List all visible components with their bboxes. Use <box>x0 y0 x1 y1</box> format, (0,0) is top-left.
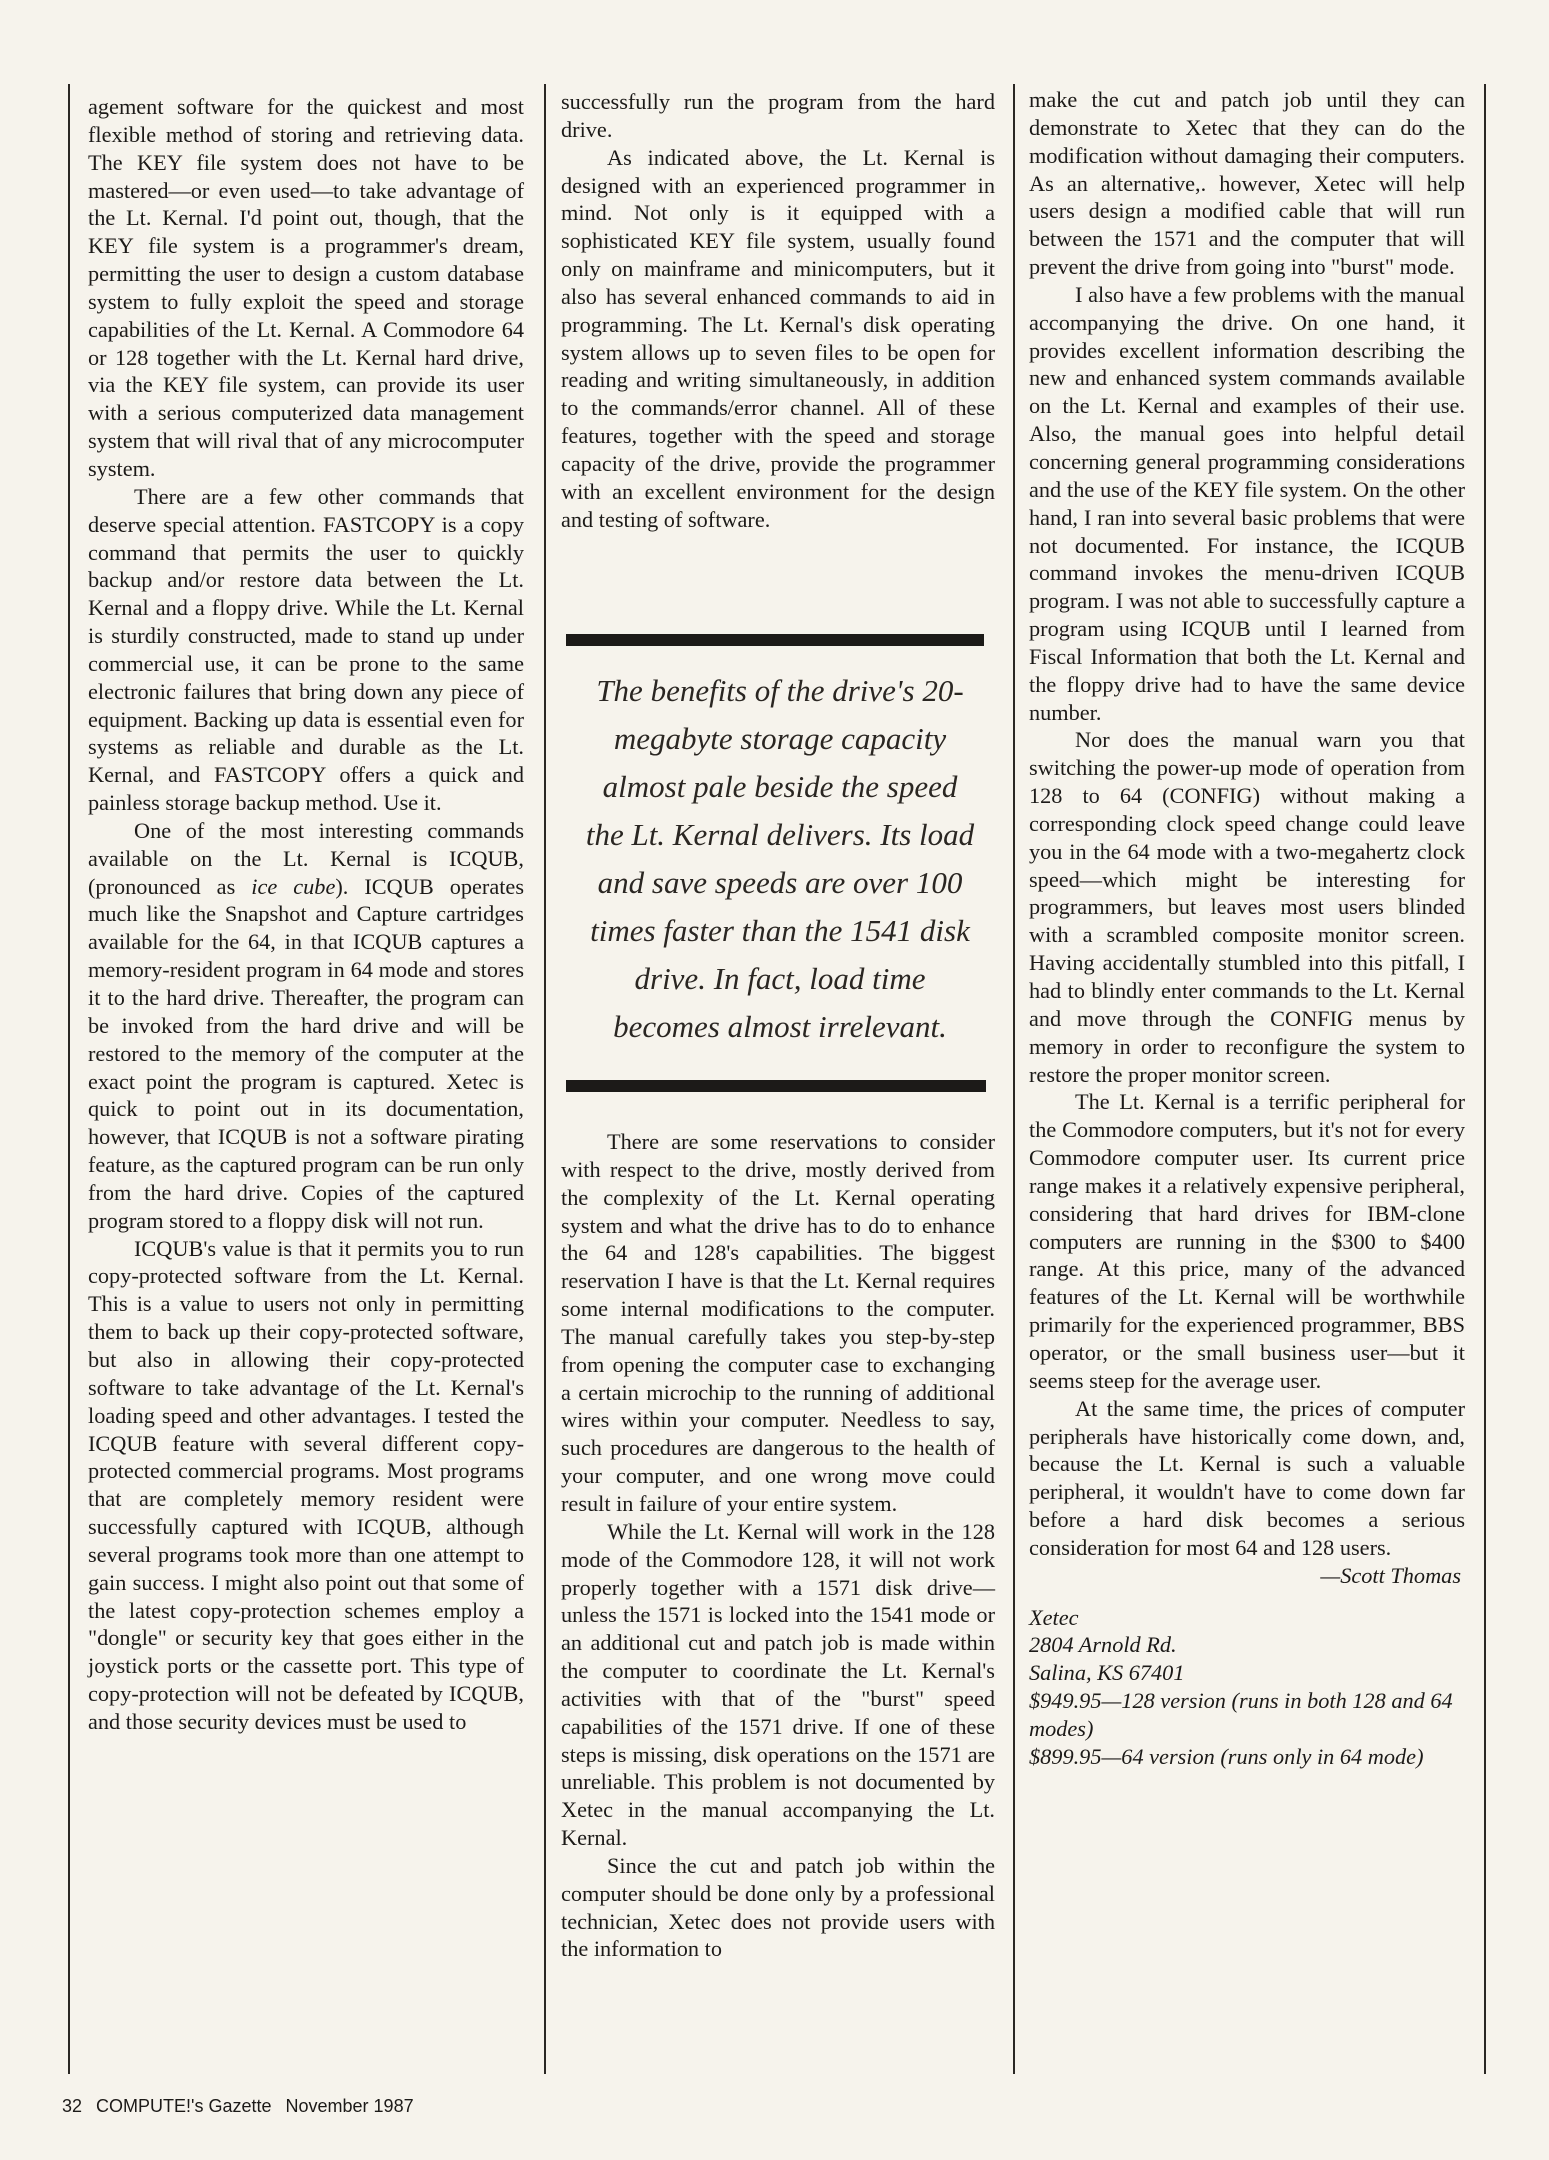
paragraph: ICQUB's value is that it permits you to run copy-protected software from the Lt. Kernal. This is a value to users not only in permitting them to back up their copy-protected software, but also in allowing their copy-protected software to take advantage of the Lt. Kernal's loading speed and other advantages. I tested the ICQUB feature with several different copy-protected commercial programs. Most programs that are completely memory resident were successfully captured with ICQUB, although several programs took more than one attempt to gain success. I might also point out that some of the latest copy-protection schemes employ a "dongle" or security key that goes either in the joystick ports or the cassette port. This type of copy-protection will not be defeated by ICQUB, and those security devices must be used to <box>88 1235 524 1734</box>
paragraph: agement software for the quickest and most flexible method of storing and retrieving data. The KEY file system does not have to be mastered—or even used—to take advantage of the Lt. Kernal. I'd point out, though, that the KEY file system is a programmer's dream, permitting the user to design a custom database system to fully exploit the speed and storage capabilities of the Lt. Kernal. A Commodore 64 or 128 together with the Lt. Kernal hard drive, via the KEY file system, can provide its user with a serious computerized data management system that will rival that of any microcomputer system. <box>88 94 524 481</box>
column-rule-left <box>68 84 70 2074</box>
paragraph: Since the cut and patch job within the computer should be done only by a professional technician, Xetec does not provide users with the information to <box>561 1852 995 1962</box>
street-address: 2804 Arnold Rd. <box>1029 1632 1177 1658</box>
paragraph <box>88 817 524 1235</box>
pullquote-line: drive. In fact, load time <box>634 961 926 996</box>
article-column-2-continued <box>561 1128 995 1963</box>
city-state-zip: Salina, KS 67401 <box>1029 1660 1185 1686</box>
article-column-1 <box>88 93 524 1736</box>
paragraph: The Lt. Kernal is a terrific peripheral for the Commodore computers, but it's not for every Commodore computer user. Its current price range makes it a relatively expensive peripheral, considering that hard drives for IBM-clone computers are running in the $300 to $400 range. At this price, many of the advanced features of the Lt. Kernal will be worthwhile primarily for the experienced programmer, BBS operator, or the small business user—but it seems steep for the average user. <box>1029 1089 1465 1393</box>
paragraph: Nor does the manual warn you that switching the power-up mode of operation from 128 to 64 (CONFIG) without making a corresponding clock speed change could leave you in the 64 mode with a two-megahertz clock speed—which might be interesting for programmers, but leaves most users blinded with a scrambled composite monitor screen. Having accidentally stumbled into this pitfall, I had to blindly enter commands to the Lt. Kernal and move through the CONFIG menus by memory in order to reconfigure the system to restore the proper monitor screen. <box>1029 727 1465 1087</box>
price-128-version: $949.95—128 version (runs in both 128 and 64 modes) <box>1029 1688 1453 1741</box>
article-column-3 <box>1029 86 1465 1771</box>
pullquote-line: times faster than the 1541 disk <box>590 913 970 948</box>
pullquote-line: and save speeds are over 100 <box>597 865 963 900</box>
text-run: ). ICQUB operates much like the Snapshot and Capture cartridges available for the 64, in that ICQUB captures a memory-resident program in 64 mode and stores it to the hard drive. Thereafter, the program can be invoked from the hard drive and will be restored to the memory of the computer at the exact point the program is captured. Xetec is quick to point out in its documentation, however, that ICQUB is not a software pirating feature, as the captured program can be run only from the hard drive. Copies of the captured program stored to a floppy disk will not run. <box>88 873 524 1233</box>
author-signature: —Scott Thomas <box>1320 1562 1461 1588</box>
paragraph: make the cut and patch job until they can demonstrate to Xetec that they can do the modification without damaging their computers. As an alternative,. however, Xetec will help users design a modified cable that will run between the 1571 and the computer that will prevent the drive from going into "burst" mode. <box>1029 87 1465 280</box>
page-number: 32 <box>62 2096 83 2116</box>
pullquote-bottom-bar <box>566 1080 986 1092</box>
paragraph: While the Lt. Kernal will work in the 128 mode of the Commodore 128, it will not work properly together with a 1571 disk drive—unless the 1571 is locked into the 1541 mode or an additional cut and patch job is made within the computer to coordinate the Lt. Kernal's activities with that of the "burst" speed capabilities of the 1571 drive. If one of these steps is missing, disk operations on the 1571 are unreliable. This problem is not documented by Xetec in the manual accompanying the Lt. Kernal. <box>561 1518 995 1851</box>
issue-date: November 1987 <box>285 2096 414 2116</box>
company-name: Xetec <box>1029 1604 1079 1630</box>
magazine-name: COMPUTE!'s Gazette <box>96 2096 272 2116</box>
paragraph: successfully run the program from the hard drive. <box>561 89 995 142</box>
pullquote-line: becomes almost irrelevant. <box>613 1009 947 1044</box>
pullquote-line: megabyte storage capacity <box>613 721 947 756</box>
paragraph: There are some reservations to consider with respect to the drive, mostly derived from the complexity of the Lt. Kernal operating system and what the drive has to do to enhance the 64 and 128's capabilities. The biggest reservation I have is that the Lt. Kernal requires some internal modifications to the computer. The manual carefully takes you step-by-step from opening the computer case to exchanging a certain microchip to the running of additional wires within your computer. Needless to say, such procedures are dangerous to the health of your computer, and one wrong move could result in failure of your entire system. <box>561 1129 995 1516</box>
column-rule-center-right <box>1013 84 1015 2074</box>
paragraph: At the same time, the prices of computer peripherals have historically come down, and, because the Lt. Kernal is such a valuable peripheral, it wouldn't have to come down far before a hard disk becomes a serious consideration for most 64 and 128 users. <box>1029 1395 1465 1560</box>
pullquote-line: the Lt. Kernal delivers. Its load <box>585 817 975 852</box>
paragraph: There are a few other commands that deserve special attention. FASTCOPY is a copy command that permits the user to quickly backup and/or restore data between the Lt. Kernal and a floppy drive. While the Lt. Kernal is sturdily constructed, made to stand up under commercial use, it can be prone to the same electronic failures that bring down any piece of equipment. Backing up data is essential even for systems as reliable and durable as the Lt. Kernal, and FASTCOPY offers a quick and painless storage backup method. Use it. <box>88 483 524 816</box>
page-footer <box>62 2096 428 2117</box>
text-run: One of the most interesting commands available on the Lt. Kernal is ICQUB, (pronounced as <box>88 817 524 899</box>
pullquote-line: The benefits of the drive's 20- <box>596 673 964 708</box>
column-rule-center-left <box>544 84 546 2074</box>
pullquote-top-bar <box>566 634 984 646</box>
product-info <box>1029 1604 1465 1771</box>
paragraph: As indicated above, the Lt. Kernal is designed with an experienced programmer in mind. Not only is it equipped with a sophisticated KEY file system, usually found only on mainframe and minicomputers, but it also has several enhanced commands to aid in programming. The Lt. Kernal's disk operating system allows up to seven files to be open for reading and writing simultaneously, in addition to the commands/error channel. All of these features, together with the speed and storage capacity of the drive, provide the programmer with an excellent environment for the design and testing of software. <box>561 144 995 532</box>
column-rule-right <box>1484 84 1486 2074</box>
pullquote-line: almost pale beside the speed <box>602 769 958 804</box>
pullquote <box>566 667 994 1051</box>
emphasis-ice-cube: ice cube <box>251 873 336 899</box>
paragraph: I also have a few problems with the manual accompanying the drive. On one hand, it provides excellent information describing the new and enhanced system commands available on the Lt. Kernal and examples of their use. Also, the manual goes into helpful detail concerning general programming considerations and the use of the KEY file system. On the other hand, I ran into several basic problems that were not documented. For instance, the ICQUB command invokes the menu-driven ICQUB program. I was not able to successfully capture a program using ICQUB until I learned from Fiscal Information that both the Lt. Kernal and the floppy drive had to have the same device number. <box>1029 281 1465 725</box>
article-column-2 <box>561 88 995 534</box>
price-64-version: $899.95—64 version (runs only in 64 mode) <box>1029 1743 1424 1769</box>
